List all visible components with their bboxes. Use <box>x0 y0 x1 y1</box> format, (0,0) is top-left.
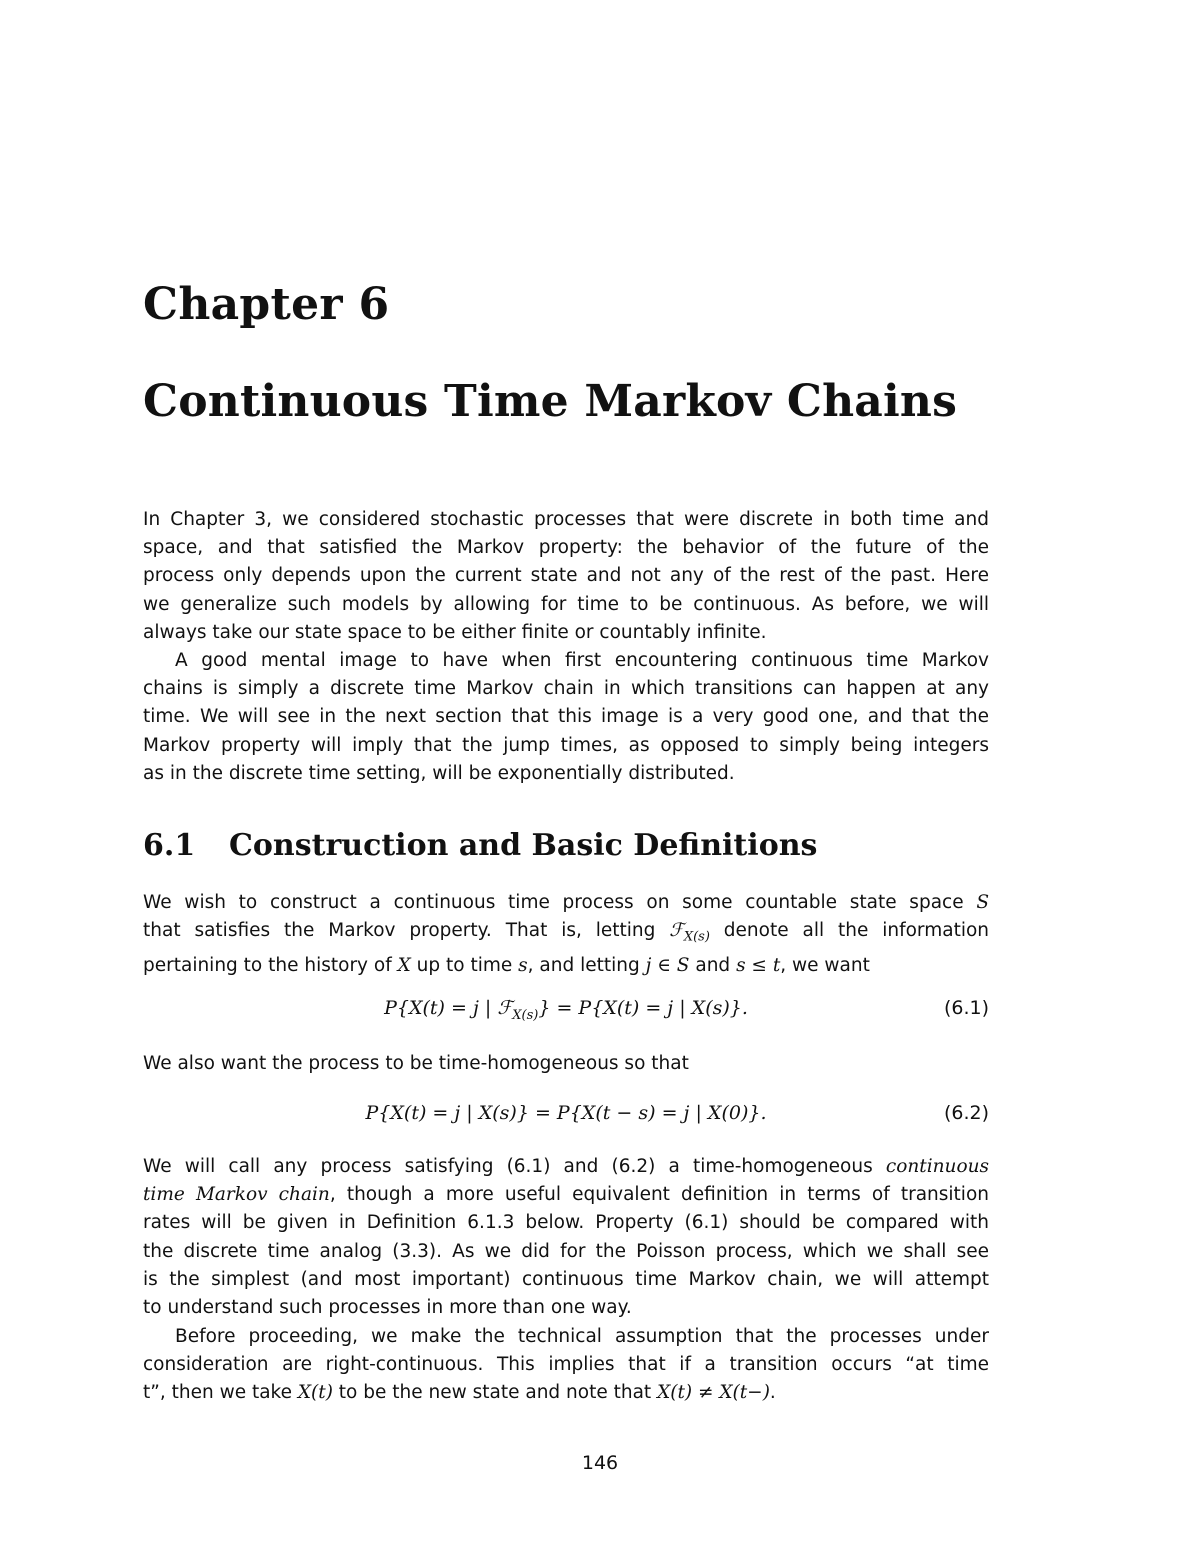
intro-paragraph-1 <box>143 506 989 647</box>
text-line: as in the discrete time setting, will be exponentially distributed. <box>143 762 735 784</box>
section-number: 6.1 <box>143 828 196 863</box>
text-run: up to time <box>410 955 519 977</box>
text-line <box>143 889 989 917</box>
text-line: Markov property will imply that the jump times, as opposed to simply being integers <box>143 734 989 756</box>
body-paragraph-5 <box>143 1153 989 1322</box>
equation-formula: P{X(t) = j | X(s)} = P{X(t − s) = j | X(0)}. <box>365 1102 767 1124</box>
text-line: process only depends upon the current state and not any of the rest of the past. Here <box>143 565 989 587</box>
body-paragraph-6 <box>143 1323 989 1408</box>
equation-formula <box>143 997 989 1023</box>
equation-left: P{X(t) = j | ℱ <box>384 997 513 1019</box>
text-line: We also want the process to be time-homogeneous so that <box>143 1053 689 1074</box>
text-run: t”, then we take <box>143 1382 298 1404</box>
text-line: always take our state space to be either finite or countably infinite. <box>143 621 767 643</box>
math-S: S <box>976 892 989 913</box>
emphasis: continuous <box>885 1156 989 1177</box>
text-line: we generalize such models by allowing for time to be continuous. As before, we will <box>143 593 989 615</box>
chapter-number: Chapter 6 <box>143 279 390 330</box>
text-line <box>143 917 989 952</box>
text-line <box>143 1181 989 1209</box>
text-run: denote all the information <box>709 920 990 942</box>
text-line: Before proceeding, we make the technical assumption that the processes under <box>175 1326 989 1347</box>
math-Xt: X(t) <box>297 1382 333 1404</box>
body-paragraph-3 <box>143 889 989 980</box>
text-run: to be the new state and note that <box>332 1382 658 1404</box>
math-s: s <box>518 955 528 977</box>
text-run: We wish to construct a continuous time process on some countable state space <box>143 892 977 913</box>
text-line: to understand such processes in more than one way. <box>143 1297 632 1319</box>
math-X: X <box>397 955 411 977</box>
math-j-in-S: j ∈ S <box>645 955 690 977</box>
text-line: the discrete time analog (3.3). As we did for the Poisson process, which we shall see <box>143 1240 989 1262</box>
equation-6-2 <box>143 1102 989 1132</box>
text-line <box>143 952 989 980</box>
text-line: A good mental image to have when first encountering continuous time Markov <box>175 650 989 671</box>
text-line <box>143 1379 989 1407</box>
math-subscript: X(s) <box>683 929 710 945</box>
chapter-title: Continuous Time Markov Chains <box>143 376 958 427</box>
math-F: ℱ <box>669 920 684 942</box>
equation-subscript: X(s) <box>512 1007 539 1023</box>
text-line: consideration are right-continuous. This implies that if a transition occurs “at time <box>143 1354 989 1376</box>
text-line: chains is simply a discrete time Markov chain in which transitions can happen at any <box>143 678 989 700</box>
section-title: Construction and Basic Definitions <box>229 828 818 863</box>
text-line: time. We will see in the next section that this image is a very good one, and that the <box>143 706 989 728</box>
equation-right: } = P{X(t) = j | X(s)}. <box>538 997 748 1019</box>
page-number: 146 <box>581 1452 619 1474</box>
equation-number: (6.1) <box>943 997 989 1019</box>
math-neq: X(t) ≠ X(t−) <box>657 1382 770 1404</box>
equation-6-1 <box>143 997 989 1027</box>
text-run: pertaining to the history of <box>143 955 398 977</box>
text-run: and <box>689 955 737 977</box>
text-run: . <box>769 1382 776 1404</box>
math-s-le-t: s ≤ t <box>736 955 781 977</box>
text-run: that satisfies the Markov property. That is, letting <box>143 920 670 942</box>
text-line: is the simplest (and most important) continuous time Markov chain, we will attempt <box>143 1268 989 1290</box>
text-line: rates will be given in Definition 6.1.3 below. Property (6.1) should be compared with <box>143 1212 989 1234</box>
text-run: , and letting <box>527 955 646 977</box>
text-run: , we want <box>780 955 870 977</box>
intro-paragraph-2 <box>143 647 989 788</box>
equation-number: (6.2) <box>943 1102 989 1124</box>
text-line: In Chapter 3, we considered stochastic processes that were discrete in both time and <box>143 509 989 530</box>
emphasis: time Markov chain <box>143 1184 330 1206</box>
text-line <box>143 1153 989 1181</box>
text-run: We will call any process satisfying (6.1) and (6.2) a time-homogeneous <box>143 1156 886 1177</box>
body-paragraph-4 <box>143 1050 989 1078</box>
text-line: space, and that satisfied the Markov property: the behavior of the future of the <box>143 537 989 559</box>
text-run: , though a more useful equivalent definition in terms of transition <box>329 1184 989 1206</box>
section-heading <box>143 828 817 863</box>
